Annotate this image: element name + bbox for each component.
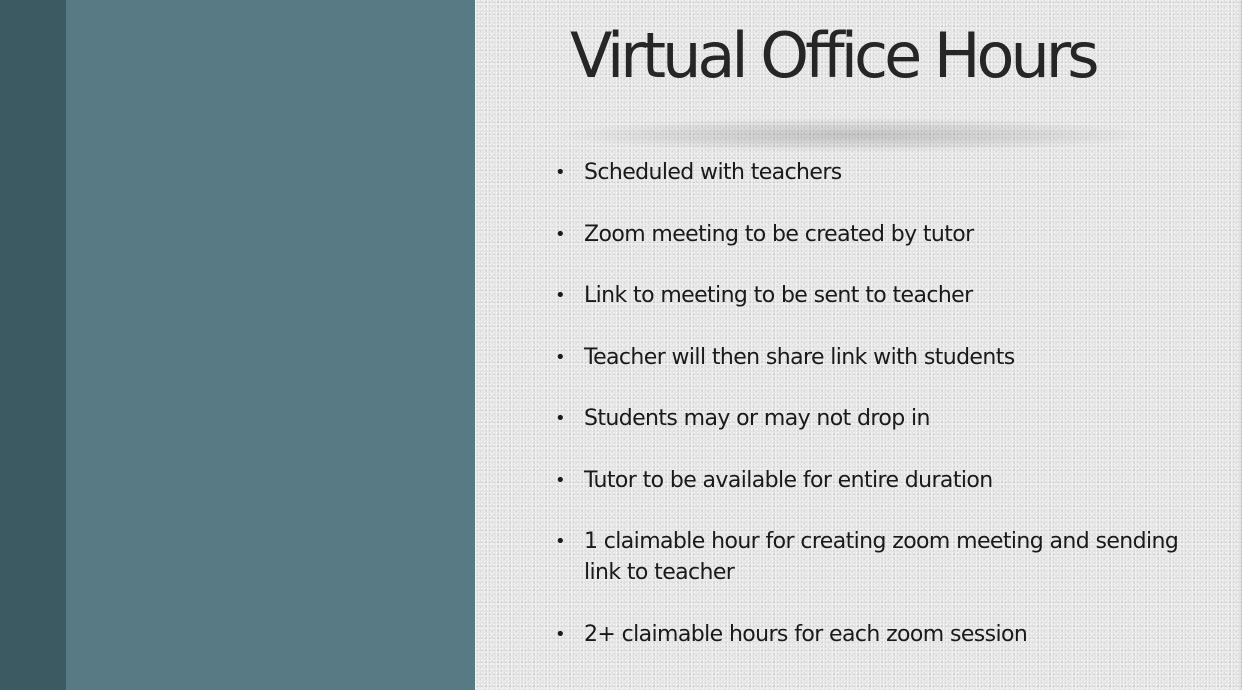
bullet-text: Scheduled with teachers [584,160,842,185]
bullet-text: Link to meeting to be sent to teacher [584,283,973,308]
bullet-text: Tutor to be available for entire duration [584,467,993,493]
bullet-text: Teacher will then share link with students [584,344,1015,370]
bullet-dot-icon: • [554,223,566,245]
bullet-dot-icon: • [554,623,566,645]
bullet-text: Students may or may not drop in [584,406,930,431]
bullet-item [554,342,1204,373]
bullet-item [554,403,1204,434]
bullet-dot-icon: • [554,346,566,368]
bullet-dot-icon: • [554,531,566,552]
bullet-dot-icon: • [554,408,566,429]
bullet-item [554,526,1204,588]
bullet-item [554,219,1204,250]
bullet-dot-icon: • [554,162,566,183]
bullet-item [554,619,1204,650]
left-color-panel [66,0,475,690]
left-accent-strip [0,0,66,690]
bullet-item [554,280,1204,311]
bullet-text: 2+ claimable hours for each zoom session [584,621,1028,647]
slide-title: Virtual Office Hours [570,19,1096,92]
bullet-text: Zoom meeting to be created by tutor [584,221,974,247]
bullet-dot-icon: • [554,285,566,306]
bullet-dot-icon: • [554,469,566,491]
bullet-item [554,157,1204,188]
title-underline-shadow [560,118,1150,152]
bullet-text: 1 claimable hour for creating zoom meeting and sending link to teacher [584,529,1179,585]
bullet-list [554,157,1204,680]
bullet-item [554,465,1204,496]
